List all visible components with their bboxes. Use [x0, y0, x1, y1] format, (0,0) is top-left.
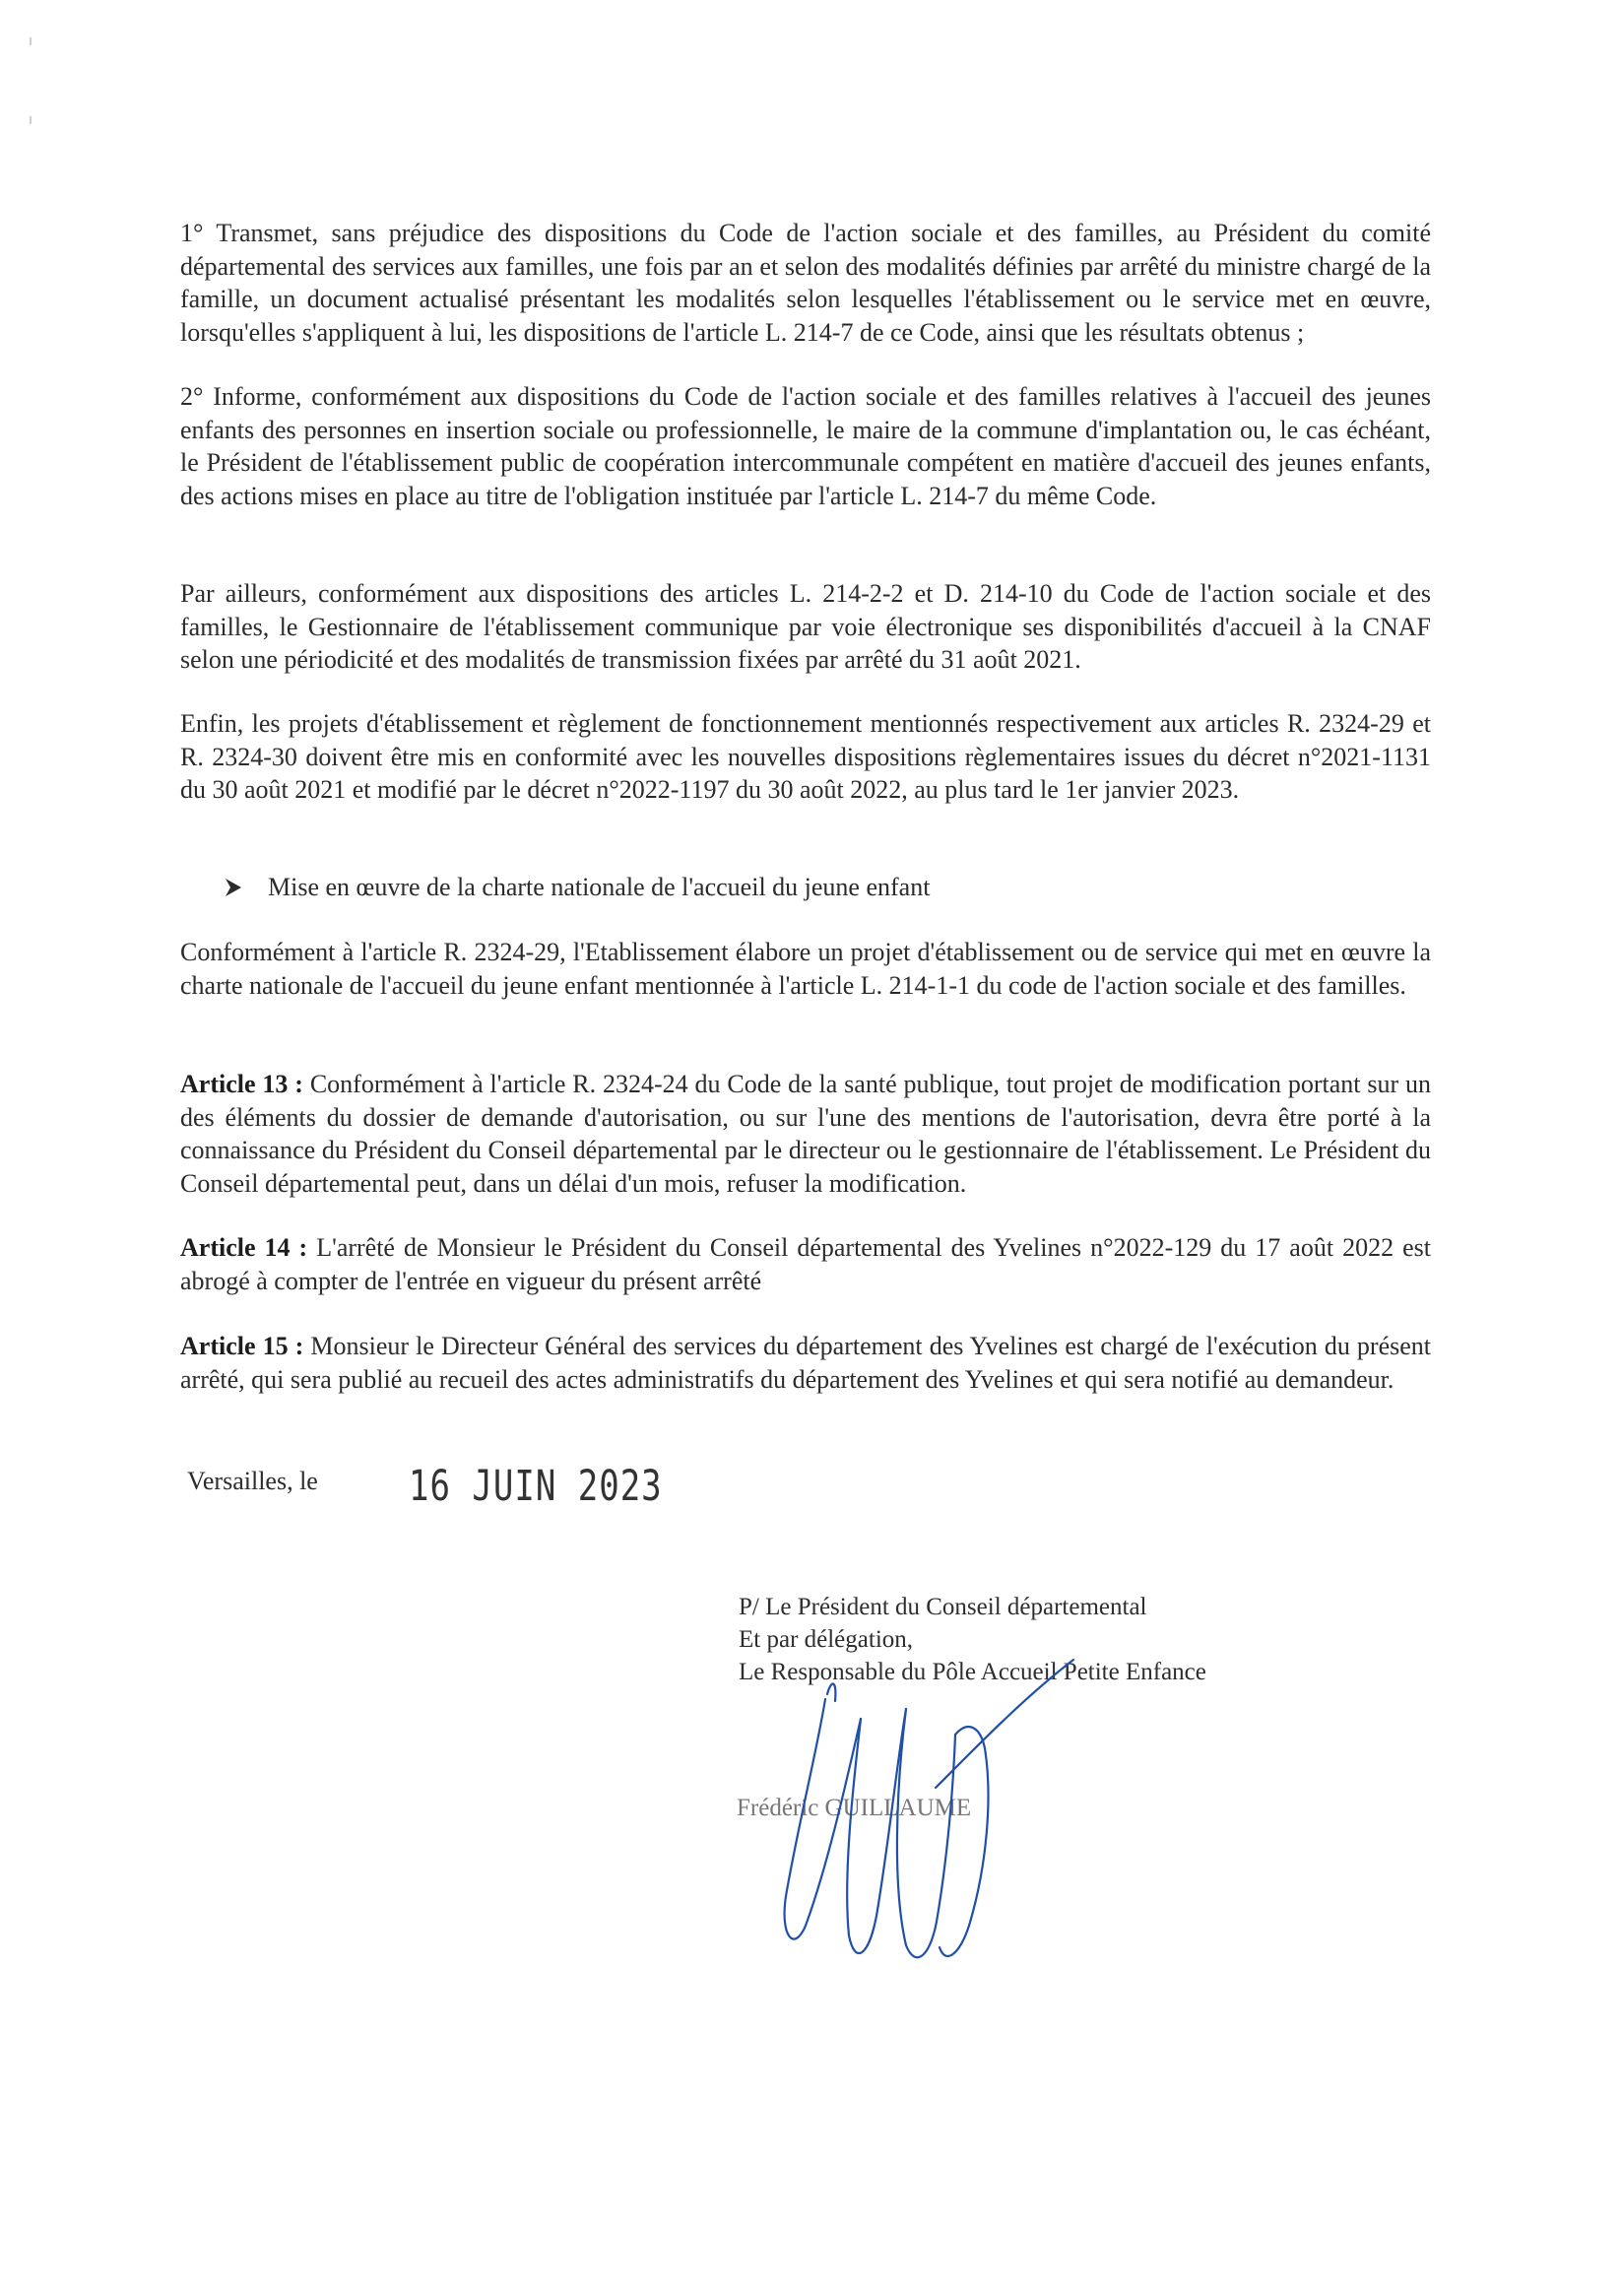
- arrowhead-bullet-icon: [225, 878, 242, 897]
- margin-mark: [30, 116, 32, 124]
- signature-line-3: Le Responsable du Pôle Accueil Petite Enfance: [739, 1659, 1206, 1685]
- margin-mark: [30, 37, 32, 45]
- article-15-label: Article 15 :: [180, 1332, 304, 1360]
- bullet-item: [225, 871, 930, 903]
- paragraph-2: 2° Informe, conformément aux dispositions du Code de l'action sociale et des familles relatives à l'accueil des jeunes enfants des personnes en insertion sociale ou professionnelle, le maire de la commune d'implantation ou, le cas échéant, le Président de l'établissement public de coopération intercommunale compétent en matière d'accueil des jeunes enfants, des actions mises en place au titre de l'obligation instituée par l'article L. 214-7 du même Code.: [180, 382, 1431, 510]
- signature-line-2: Et par délégation,: [739, 1626, 914, 1653]
- signer-name: Frédéric GUILLAUME: [737, 1795, 972, 1821]
- place-label: Versailles, le: [187, 1467, 318, 1495]
- article-13: [180, 1068, 1431, 1200]
- article-15: [180, 1330, 1431, 1396]
- article-13-text: Conformément à l'article R. 2324-24 du Code de la santé publique, tout projet de modification portant sur un des éléments du dossier de demande d'autorisation, ou sur l'une des mentions de l'autorisation, devra être porté à la connaissance du Président du Conseil départemental par le directeur ou le gestionnaire de l'établissement. Le Président du Conseil départemental peut, dans un délai d'un mois, refuser la modification.: [180, 1070, 1432, 1198]
- paragraph-5: Conformément à l'article R. 2324-29, l'Etablissement élabore un projet d'établissement ou de service qui met en œuvre la charte nationale de l'accueil du jeune enfant mentionnée à l'article L. 214-1-1 du code de l'action sociale et des familles.: [180, 938, 1431, 1000]
- article-13-label: Article 13 :: [180, 1070, 303, 1098]
- article-14-label: Article 14 :: [180, 1233, 308, 1262]
- bullet-text: Mise en œuvre de la charte nationale de l'accueil du jeune enfant: [268, 873, 931, 901]
- article-15-text: Monsieur le Directeur Général des services du département des Yvelines est chargé de l'exécution du présent arrêté, qui sera publié au recueil des actes administratifs du département des Yvelines et qui sera notifié au demandeur.: [180, 1332, 1432, 1394]
- handwritten-signature: [758, 1640, 1113, 1975]
- date-stamp: 16 JUIN 2023: [409, 1462, 663, 1511]
- paragraph-4: Enfin, les projets d'établissement et règlement de fonctionnement mentionnés respectivement aux articles R. 2324-29 et R. 2324-30 doivent être mis en conformité avec les nouvelles dispositions règlementaires issues du décret n°2021-1131 du 30 août 2021 et modifié par le décret n°2022-1197 du 30 août 2022, au plus tard le 1er janvier 2023.: [180, 709, 1431, 804]
- paragraph-3: Par ailleurs, conformément aux dispositions des articles L. 214-2-2 et D. 214-10 du Code de l'action sociale et des familles, le Gestionnaire de l'établissement communique par voie électronique ses disponibilités d'accueil à la CNAF selon une périodicité et des modalités de transmission fixées par arrêté du 31 août 2021.: [180, 579, 1431, 674]
- signature-line-1: P/ Le Président du Conseil départemental: [739, 1594, 1147, 1620]
- paragraph-1: 1° Transmet, sans préjudice des dispositions du Code de l'action sociale et des familles, au Président du comité départemental des services aux familles, une fois par an et selon des modalités définies par arrêté du ministre chargé de la famille, un document actualisé présentant les modalités selon lesquelles l'établissement ou le service met en œuvre, lorsqu'elles s'appliquent à lui, les dispositions de l'article L. 214-7 de ce Code, ainsi que les résultats obtenus ;: [180, 219, 1431, 347]
- article-14: [180, 1231, 1431, 1297]
- article-14-text: L'arrêté de Monsieur le Président du Conseil départemental des Yvelines n°2022-129 du 17 août 2022 est abrogé à compter de l'entrée en vigueur du présent arrêté: [180, 1233, 1431, 1295]
